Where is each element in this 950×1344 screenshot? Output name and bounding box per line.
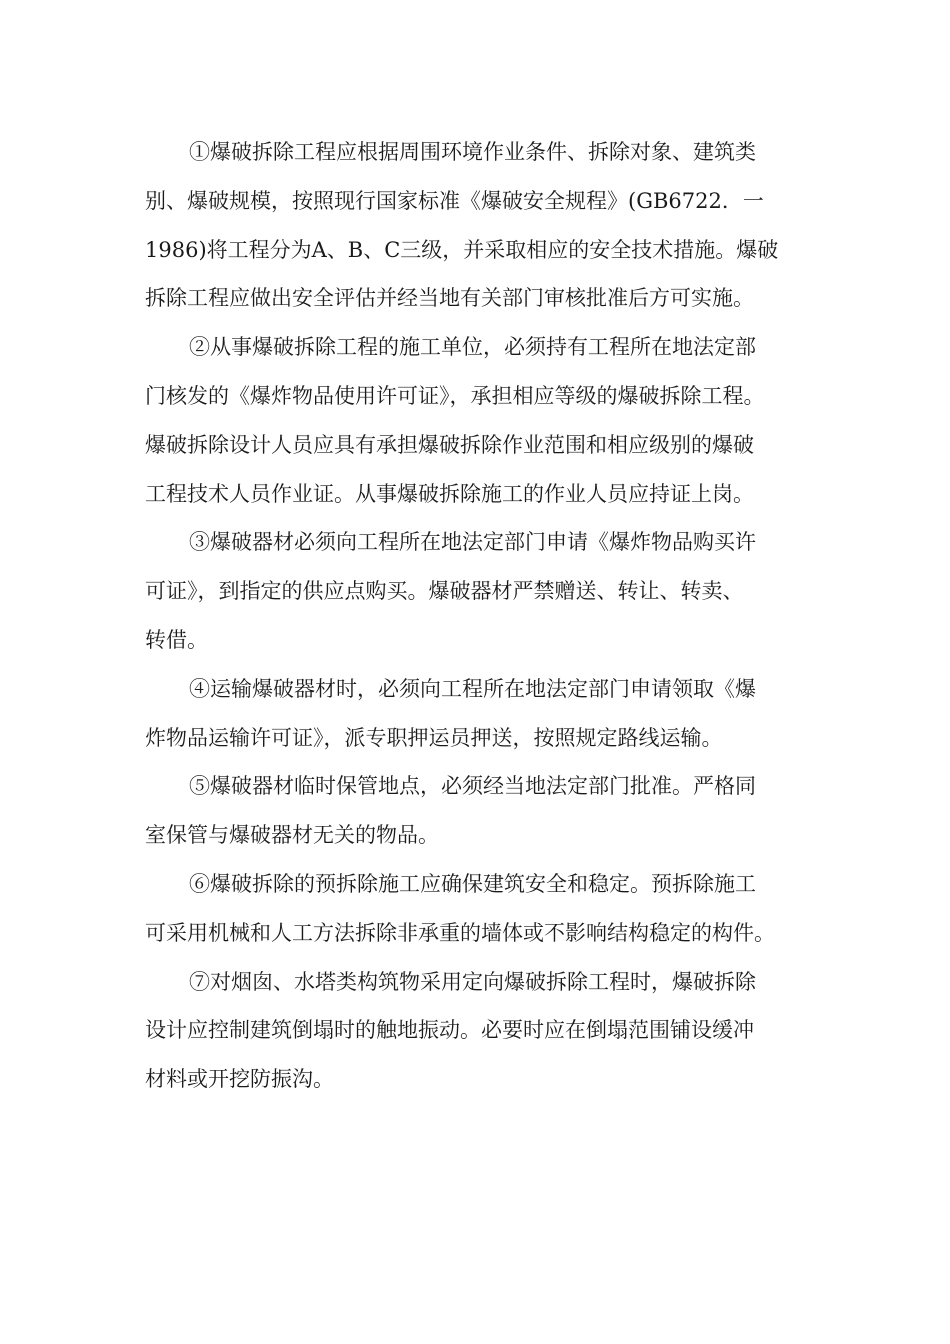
text-line: 门核发的《爆炸物品使用许可证》，承担相应等级的爆破拆除工程。: [145, 383, 765, 408]
text-line: 工程技术人员作业证。从事爆破拆除施工的作业人员应持证上岗。: [145, 481, 754, 506]
text-line: 可采用机械和人工方法拆除非承重的墙体或不影响结构稳定的构件。: [145, 920, 775, 945]
paragraph-2: [145, 323, 810, 518]
paragraph-1: [145, 128, 810, 323]
paragraph-5: [145, 762, 810, 860]
text-line: ④运输爆破器材时，必须向工程所在地法定部门申请领取《爆: [189, 676, 756, 701]
text-line: 1986)将工程分为A、B、C三级，并采取相应的安全技术措施。爆破: [145, 237, 779, 262]
text-line: 室保管与爆破器材无关的物品。: [145, 823, 439, 848]
text-line: ⑥爆破拆除的预拆除施工应确保建筑安全和稳定。预拆除施工: [189, 871, 756, 896]
paragraph-7: [145, 958, 810, 1104]
document-body: [145, 128, 810, 1104]
paragraph-3: [145, 518, 810, 664]
text-line: ⑦对烟囱、水塔类构筑物采用定向爆破拆除工程时，爆破拆除: [189, 969, 756, 994]
text-line: ⑤爆破器材临时保管地点，必须经当地法定部门批准。严格同: [189, 774, 756, 799]
paragraph-4: [145, 665, 810, 763]
text-line: ②从事爆破拆除工程的施工单位，必须持有工程所在地法定部: [189, 335, 756, 360]
text-line: 拆除工程应做出安全评估并经当地有关部门审核批准后方可实施。: [145, 286, 754, 311]
text-line: 炸物品运输许可证》，派专职押运员押送，按照规定路线运输。: [145, 725, 723, 750]
text-line: 设计应控制建筑倒塌时的触地振动。必要时应在倒塌范围铺设缓冲: [145, 1018, 754, 1043]
text-line: 可证》，到指定的供应点购买。爆破器材严禁赠送、转让、转卖、: [145, 579, 744, 604]
text-line: ①爆破拆除工程应根据周围环境作业条件、拆除对象、建筑类: [189, 140, 756, 164]
text-line: 别、爆破规模，按照现行国家标准《爆破安全规程》(GB6722．一: [145, 188, 764, 213]
text-line: ③爆破器材必须向工程所在地法定部门申请《爆炸物品购买许: [189, 530, 756, 555]
text-line: 转借。: [145, 627, 208, 652]
paragraph-6: [145, 860, 810, 958]
text-line: 材料或开挖防振沟。: [145, 1067, 334, 1092]
text-line: 爆破拆除设计人员应具有承担爆破拆除作业范围和相应级别的爆破: [145, 432, 754, 457]
